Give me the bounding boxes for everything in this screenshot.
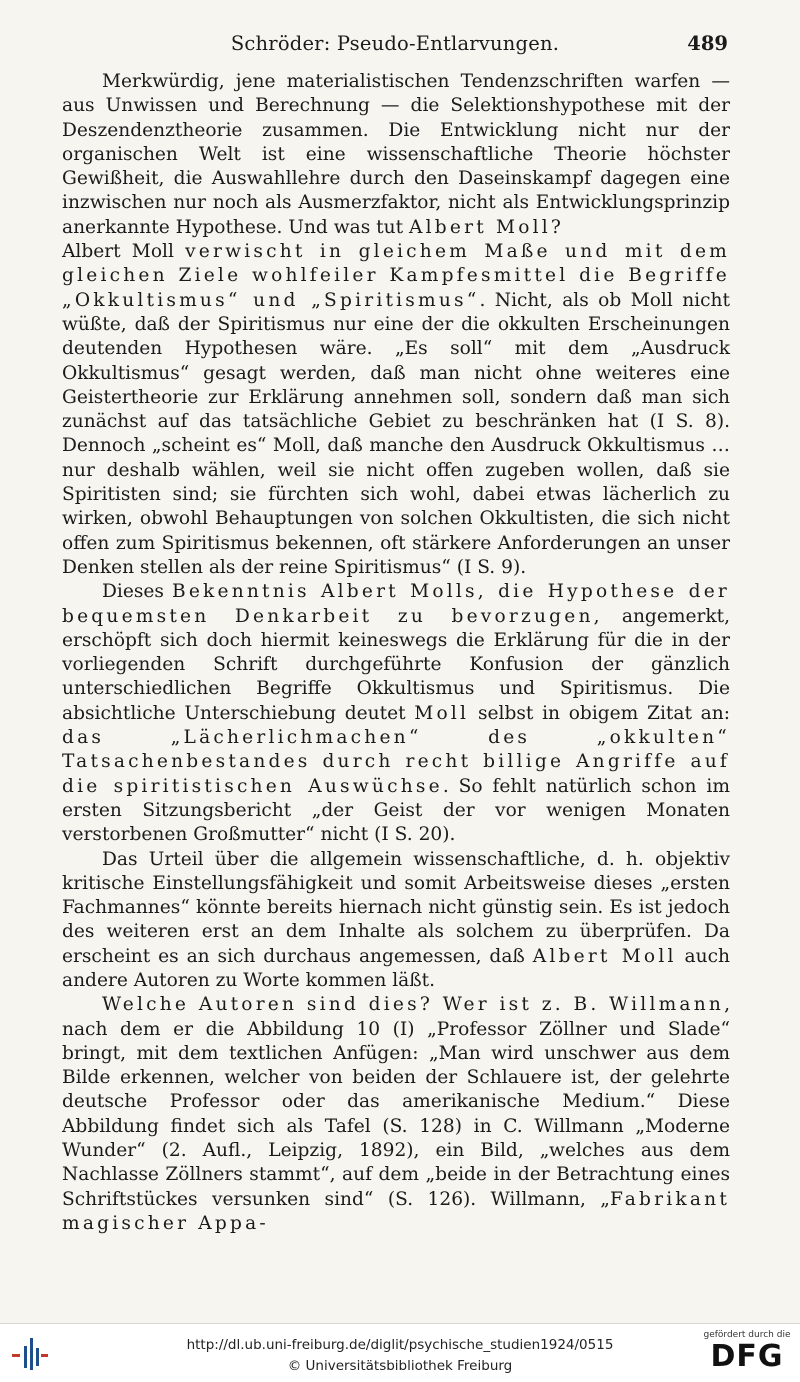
spaced-emphasis-text: Fabrikant magischer Appa-: [62, 1188, 730, 1234]
paragraph-4: [62, 848, 730, 994]
dfg-logo: DFG: [710, 1339, 784, 1374]
text-run: ?: [550, 216, 561, 238]
body-text: [62, 70, 730, 1236]
page-header: [62, 32, 728, 60]
paragraph-3: [62, 580, 730, 847]
text-run: , nach dem er die Abbildung 10 (I) „Professor Zöllner und Slade“ bringt, mit dem textlichen Anfügen: „Man wird unschwer aus dem Bilde erkennen, welcher von beiden der Schlauere ist, der gelehrte deutsche Professor oder das amerikanische Medium.“ Diese Abbildung findet sich als Tafel (S. 128) in C. Willmann „Moderne Wunder“ (2. Aufl., Leipzig, 1892), ein Bild, „welches aus dem Nachlasse Zöllners stammt“, auf dem „beide in der Betrachtung eines Schriftstückes versunken sind“ (S. 126). Willmann, „: [62, 994, 730, 1210]
page-number: 489: [687, 32, 728, 55]
text-run: , angemerkt, erschöpft sich doch hiermit keineswegs die Erklärung für die in der vorliegenden Schrift durchgeführte Konfusion der gänzlich unterschiedlichen Begriffe Okkultismus und Spiritismus. Die absichtliche Unterschiebung deutet: [62, 605, 730, 724]
text-run: Albert Moll: [62, 241, 186, 263]
paragraph-5: [62, 993, 730, 1236]
paragraph-2: [62, 240, 730, 580]
text-run: Dieses: [102, 581, 172, 603]
text-run: . Nicht, als ob Moll nicht wüßte, daß der Spiritismus nur eine der die okkulten Erscheinungen deutenden Hypothesen wäre. „Es soll“ mit dem „Ausdruck Okkultismus“ gesagt werden, daß man nicht ohne weiteres eine Geistertheorie zur Erklärung annehmen soll, sondern daß man sich zunächst auf das tatsächliche Gebiet zu beschränken hat (I S. 8). Dennoch „scheint es“ Moll, daß manche den Ausdruck Okkultismus … nur deshalb wählen, weil sie nicht offen zugeben wollen, daß sie Spiritisten sind; sie fürchten sich wohl, dabei etwas lächerlich zu wirken, obwohl Behauptungen von solchen Okkultisten, die sich nicht offen zum Spiritismus bekennen, oft stärkere Anforderungen an unser Denken stellen als der reine Spiritismus“ (I S. 9).: [62, 289, 730, 578]
text-run: Das Urteil über die allgemein wissenschaftliche, d. h. objektiv kritische Einstellungsfähigkeit und somit Arbeitsweise dieses „ersten Fachmannes“ könnte bereits hiernach nicht günstig sein. Es ist jedoch des weiteren erst an dem Inhalte als solchem zu überprüfen. Da erscheint es an sich durchaus angemessen, daß: [62, 848, 730, 967]
running-title: Schröder: Pseudo-Entlarvungen.: [230, 32, 560, 55]
spaced-emphasis-text: Albert Moll: [409, 216, 551, 238]
paragraph-1: [62, 70, 730, 240]
text-run: Merkwürdig, jene materialistischen Tendenzschriften warfen — aus Unwissen und Berechnung — die Selektionshypothese mit der Deszendenztheorie zusammen. Die Entwicklung nicht nur der organischen Welt ist eine wissenschaftliche Theorie höchster Gewißheit, die Auswahllehre durch den Daseinskampf dagegen eine inzwischen nur noch als Ausmerzfaktor, nicht als Entwicklungsprinzip anerkannte Hypothese. Und was tut: [62, 71, 730, 238]
funding-note: gefördert durch die: [703, 1330, 791, 1340]
dfg-funding-badge: [702, 1330, 792, 1378]
copyright-notice: © Universitätsbibliothek Freiburg: [287, 1358, 513, 1374]
spaced-emphasis-text: Bekenntnis Albert Molls, die Hypothese der bequemsten Denkarbeit zu bevorzugen: [62, 581, 730, 627]
spaced-emphasis-text: Welche Autoren sind dies? Wer ist z. B. Willmann: [102, 994, 725, 1016]
spaced-emphasis-text: Moll: [414, 702, 470, 724]
viewer-footer: [0, 1323, 800, 1382]
spaced-emphasis-text: das „Lächerlichmachen“ des „okkulten“ Tatsachenbestandes durch recht billige Angriffe auf die spiritistischen Auswüchse: [62, 727, 730, 797]
source-link[interactable]: http://dl.ub.uni-freiburg.de/diglit/psychische_studien1924/0515: [186, 1337, 614, 1353]
text-run: auch andere Autoren zu Worte kommen läßt.: [62, 945, 730, 991]
spaced-emphasis-text: Albert Moll: [532, 945, 677, 967]
text-run: selbst in obigem Zitat an:: [469, 702, 730, 724]
text-run: . So fehlt natürlich schon im ersten Sitzungsbericht „der Geist der vor wenigen Monaten verstorbenen Großmutter“ nicht (I S. 20).: [62, 775, 731, 846]
spaced-emphasis-text: verwischt in gleichem Maße und mit dem gleichen Ziele wohlfeiler Kampfesmittel die Begriffe „Okkultismus“ und „Spiritismus“: [62, 241, 730, 311]
